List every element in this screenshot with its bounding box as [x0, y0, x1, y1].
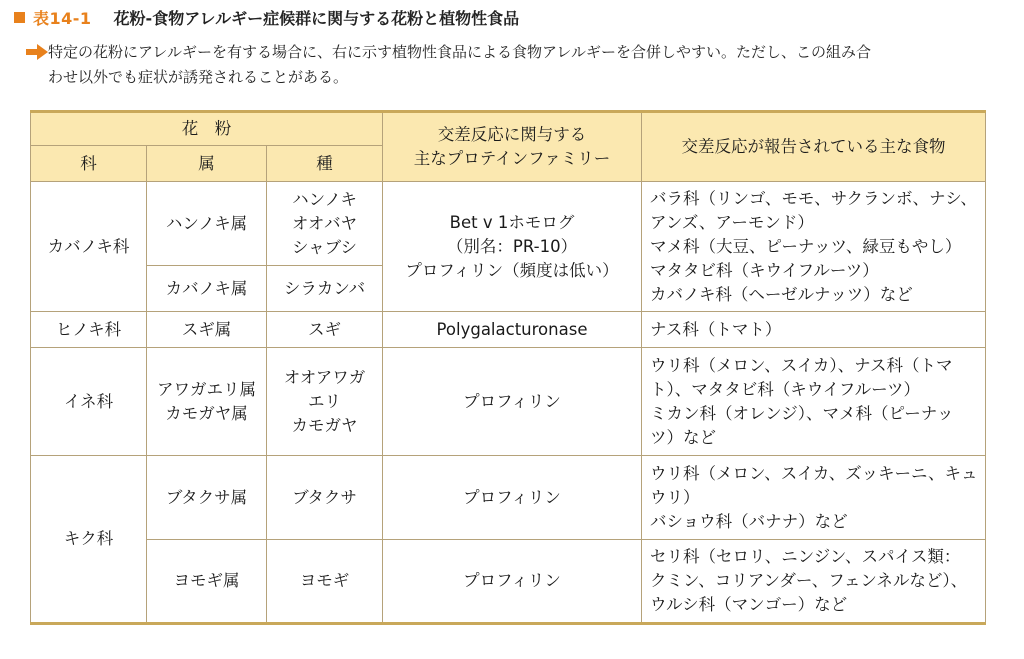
cell-species: シラカンバ [267, 266, 383, 312]
food-line: ト）、マタタビ科（キウイフルーツ） [650, 379, 920, 399]
food-line: ウルシ科（マンゴー）など [650, 595, 848, 614]
cell-protein: プロフィリン [383, 456, 642, 540]
species-line: オオバヤ [291, 213, 358, 233]
food-line: クミン、コリアンダー、フェンネルなど）、 [650, 571, 968, 590]
food-line: カバノキ科（ヘーゼルナッツ）など [650, 284, 913, 304]
cell-foods [642, 456, 986, 540]
food-line: ウリ） [650, 487, 700, 507]
cell-protein: プロフィリン [383, 540, 642, 624]
food-line: バショウ科（バナナ）など [650, 511, 848, 531]
food-line: マメ科（大豆、ピーナッツ、緑豆もやし） [650, 236, 962, 256]
table-title: 花粉-食物アレルギー症候群に関与する花粉と植物性食品 [113, 8, 520, 28]
table-caption [14, 4, 519, 30]
cell-protein: Polygalacturonase [383, 312, 642, 348]
genus-line: カモガヤ属 [165, 403, 248, 423]
header-protein-line: 主なプロテインファミリー [413, 149, 611, 168]
cell-genus: ハンノキ属 [147, 182, 267, 266]
species-line: カモガヤ [291, 415, 358, 435]
header-protein-line: 交差反応に関与する [437, 125, 587, 144]
cell-family: イネ科 [31, 348, 147, 456]
cell-family: ヒノキ科 [31, 312, 147, 348]
cell-family: キク科 [31, 456, 147, 624]
cell-foods [642, 540, 986, 624]
food-line: アンズ、アーモンド） [650, 212, 814, 232]
protein-line: プロフィリン（頻度は低い） [405, 260, 619, 280]
cell-species [267, 348, 383, 456]
cell-foods: ナス科（トマト） [642, 312, 986, 348]
cell-genus: カバノキ属 [147, 266, 267, 312]
description [48, 40, 1008, 90]
genus-line: アワガエリ属 [157, 379, 256, 399]
pollen-food-table [30, 110, 986, 625]
table-number: 表14-1 [33, 8, 92, 28]
header-protein [383, 112, 642, 182]
cell-genus: ブタクサ属 [147, 456, 267, 540]
header-foods: 交差反応が報告されている主な食物 [642, 112, 986, 182]
header-pollen: 花 粉 [31, 112, 383, 146]
table-row [31, 456, 986, 540]
food-line: セリ科（セロリ、ニンジン、スパイス類： [650, 547, 961, 566]
cell-genus: スギ属 [147, 312, 267, 348]
cell-family: カバノキ科 [31, 182, 147, 312]
protein-line: Bet v 1ホモログ [449, 212, 575, 232]
description-line-2: わせ以外でも症状が誘発されることがある。 [48, 68, 349, 86]
table-row [31, 182, 986, 266]
cell-genus [147, 348, 267, 456]
header-genus: 属 [147, 146, 267, 182]
cell-foods [642, 348, 986, 456]
cell-genus: ヨモギ属 [147, 540, 267, 624]
header-family: 科 [31, 146, 147, 182]
table-row [31, 540, 986, 624]
table-row [31, 312, 986, 348]
food-line: バラ科（リンゴ、モモ、サクランボ、ナシ、 [650, 188, 977, 208]
square-bullet-icon [14, 12, 25, 23]
table-row [31, 348, 986, 456]
species-line: オオアワガ [283, 367, 366, 387]
food-line: ウリ科（メロン、スイカ、ズッキーニ、キュ [650, 463, 978, 483]
description-line-1: 特定の花粉にアレルギーを有する場合に、右に示す植物性食品による食物アレルギーを合併しやすい。ただし、この組み合 [48, 43, 872, 61]
cell-protein [383, 182, 642, 312]
food-line: ツ）など [650, 427, 717, 447]
arrow-right-icon [26, 44, 48, 60]
species-line: シャブシ [292, 237, 358, 257]
cell-species: スギ [267, 312, 383, 348]
species-line: エリ [308, 391, 341, 411]
cell-protein: プロフィリン [383, 348, 642, 456]
cell-species [267, 182, 383, 266]
header-species: 種 [267, 146, 383, 182]
food-line: ウリ科（メロン、スイカ）、ナス科（トマ [650, 355, 953, 375]
food-line: マタタビ科（キウイフルーツ） [650, 260, 879, 280]
cell-species: ヨモギ [267, 540, 383, 624]
cell-species: ブタクサ [267, 456, 383, 540]
food-line: ミカン科（オレンジ）、マメ科（ピーナッ [650, 403, 954, 423]
protein-line: （別名：PR-10） [446, 236, 578, 256]
species-line: ハンノキ [292, 189, 357, 209]
cell-foods [642, 182, 986, 312]
